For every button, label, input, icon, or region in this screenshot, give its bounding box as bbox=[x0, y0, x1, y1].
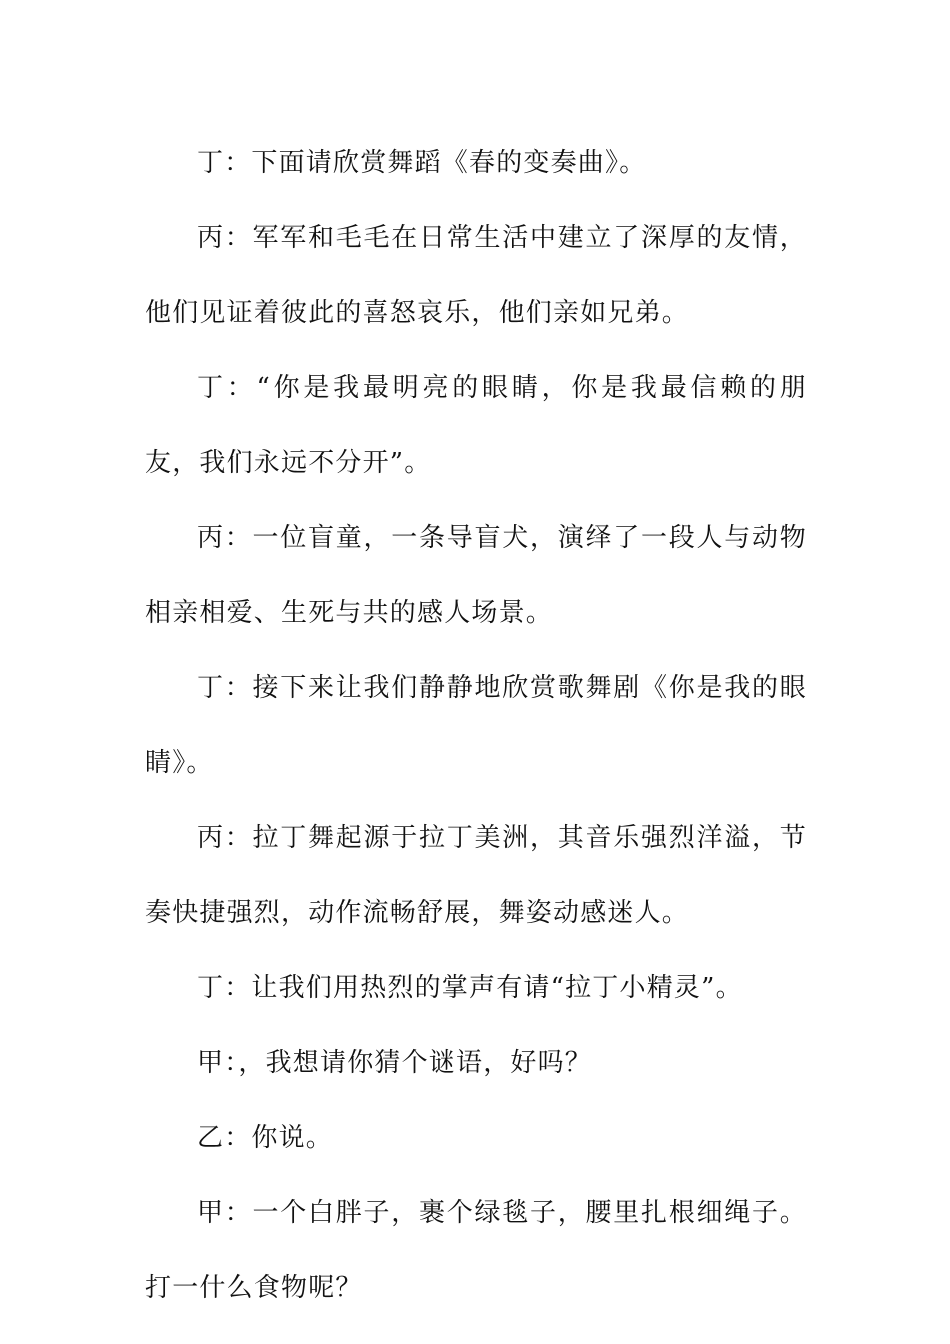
paragraph-7: 丁：让我们用热烈的掌声有请“拉丁小精灵”。 bbox=[197, 973, 743, 1003]
paragraph-6: 丙：拉丁舞起源于拉丁美洲，其音乐强烈洋溢，节奏快捷强烈，动作流畅舒展，舞姿动感迷人。 bbox=[145, 823, 807, 928]
paragraph-3: 丁：“你是我最明亮的眼睛，你是我最信赖的朋友，我们永远不分开”。 bbox=[145, 373, 807, 478]
paragraph-1: 丁：下面请欣赏舞蹈《春的变奏曲》。 bbox=[197, 148, 647, 178]
paragraph-9: 乙：你说。 bbox=[197, 1123, 334, 1153]
document-body bbox=[145, 126, 807, 1326]
paragraph-10: 甲：一个白胖子，裹个绿毯子，腰里扎根细绳子。打一什么食物呢？ bbox=[145, 1198, 807, 1303]
paragraph-8: 甲：，我想请你猜个谜语，好吗？ bbox=[197, 1048, 593, 1078]
paragraph-2: 丙：军军和毛毛在日常生活中建立了深厚的友情，他们见证着彼此的喜怒哀乐，他们亲如兄弟。 bbox=[145, 223, 807, 328]
paragraph-5: 丁：接下来让我们静静地欣赏歌舞剧《你是我的眼睛》。 bbox=[145, 673, 807, 778]
paragraph-4: 丙：一位盲童，一条导盲犬，演绎了一段人与动物相亲相爱、生死与共的感人场景。 bbox=[145, 523, 807, 628]
